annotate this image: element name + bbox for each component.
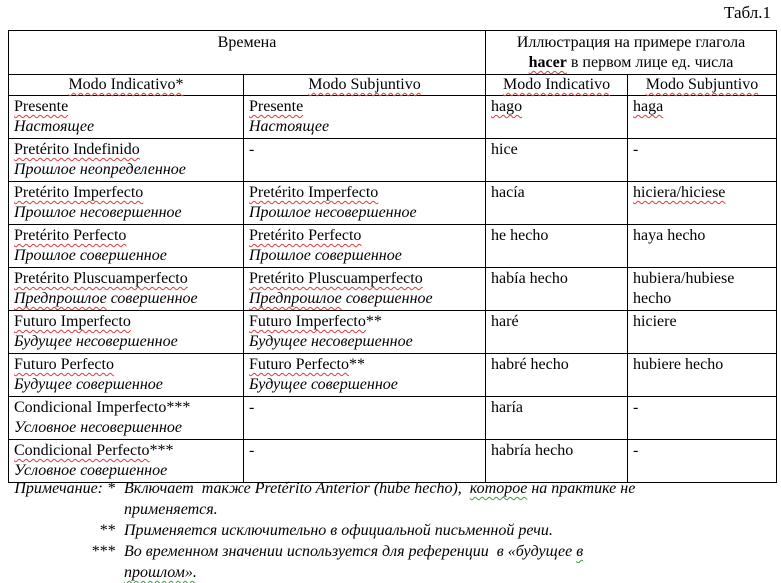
text-segment: Modo Subjuntivo [308, 76, 421, 93]
text-segment: haría [491, 399, 523, 416]
cell-tense-indicativo [9, 225, 244, 268]
table-row [9, 182, 777, 225]
table-row [9, 354, 777, 397]
cell-form-subjuntivo [628, 397, 777, 440]
text-segment: habría hecho [491, 442, 574, 459]
cell-line [14, 246, 238, 266]
cell-tense-subjuntivo [244, 440, 486, 483]
text-segment: Прошлое совершенное [14, 247, 167, 264]
cell-tense-indicativo [9, 268, 244, 311]
cell-form-indicativo [486, 440, 628, 483]
footnote-3-marker: *** [91, 543, 115, 560]
cell-form-subjuntivo [628, 225, 777, 268]
cell-line [491, 441, 622, 461]
cell-line [249, 246, 480, 266]
text-segment: Futuro Imperfecto [14, 313, 131, 330]
cell-line [249, 140, 480, 160]
cell-line [14, 441, 238, 461]
text-segment: hacía [491, 184, 525, 201]
cell-line [14, 312, 238, 332]
cell-form-indicativo [486, 225, 628, 268]
header-illustration-line1 [491, 33, 771, 53]
text-segment: haya hecho [633, 227, 706, 244]
text-segment: на практике не [527, 480, 636, 497]
cell-line [633, 269, 771, 309]
table-caption: Табл.1 [724, 3, 771, 22]
header-group-row [9, 31, 777, 75]
text-segment: Pretérito Perfecto [14, 227, 127, 244]
text-segment: Modo Indicativo [502, 76, 611, 93]
cell-line [491, 269, 622, 289]
text-segment: Pretérito Pluscuamperfecto [14, 270, 188, 287]
cell-line [491, 398, 622, 418]
header-col-modo-subjuntivo-forms [628, 75, 777, 96]
text-segment: Futuro Perfecto [14, 356, 114, 373]
text-segment: Предпрошлое [14, 290, 107, 307]
cell-line [633, 355, 771, 375]
cell-tense-subjuntivo [244, 354, 486, 397]
table-row [9, 440, 777, 483]
cell-form-subjuntivo [628, 354, 777, 397]
footnote-1-text [124, 478, 770, 520]
text-segment: - [633, 141, 639, 158]
cell-form-indicativo [486, 96, 628, 139]
text-segment: Настоящее [14, 118, 95, 135]
table-header [9, 31, 777, 96]
cell-form-subjuntivo [628, 182, 777, 225]
footnote-2-text [124, 520, 770, 541]
text-segment: Условное совершенное [14, 462, 168, 479]
tenses-table [8, 30, 777, 483]
text-segment: he hecho [491, 227, 549, 244]
text-segment: Futuro Perfecto [249, 356, 349, 373]
cell-line [249, 226, 480, 246]
text-segment: Pretérito Indefinido [14, 141, 140, 158]
cell-line [249, 289, 480, 309]
cell-line [249, 332, 480, 352]
text-segment: haré [491, 313, 519, 330]
cell-line [249, 398, 480, 418]
text-segment: Pretérito Imperfecto [249, 184, 379, 201]
cell-form-indicativo [486, 397, 628, 440]
cell-line [14, 183, 238, 203]
text-segment: hubiera/hubiese hecho [633, 270, 735, 307]
cell-line [633, 97, 771, 117]
cell-line [14, 269, 238, 289]
text-segment: - [249, 399, 255, 416]
text-segment: hiciera/hiciese [633, 184, 726, 201]
text-segment: *** [149, 442, 174, 459]
cell-line [14, 117, 238, 137]
text-segment: применяется. [124, 501, 218, 518]
cell-form-subjuntivo [628, 139, 777, 182]
cell-line [14, 332, 238, 352]
text-segment: Condicional Imperfecto*** [14, 399, 191, 416]
table-row [9, 139, 777, 182]
cell-form-indicativo [486, 354, 628, 397]
text-segment: - [633, 399, 639, 416]
text-segment: Будущее несовершенное [249, 333, 413, 350]
text-segment: ** [365, 313, 382, 330]
cell-tense-indicativo [9, 96, 244, 139]
text-segment: Применяется исключительно в официальной письменной речи. [124, 522, 553, 539]
table-body [9, 96, 777, 483]
text-segment: Condicional Perfecto [14, 442, 150, 459]
cell-form-subjuntivo [628, 96, 777, 139]
cell-line [249, 183, 480, 203]
cell-line [14, 226, 238, 246]
text-segment: Прошлое неопределенное [14, 161, 186, 178]
footnote-1-marker: Примечание: * [14, 480, 115, 497]
footnote-3-text [124, 541, 770, 583]
cell-form-subjuntivo [628, 311, 777, 354]
cell-tense-subjuntivo [244, 397, 486, 440]
text-segment: Предпрошлое [249, 290, 342, 307]
cell-tense-subjuntivo [244, 311, 486, 354]
text-segment: - [633, 442, 639, 459]
table-row [9, 397, 777, 440]
footnote-2 [10, 520, 770, 541]
footnote-line [124, 478, 770, 499]
cell-line [14, 140, 238, 160]
text-segment: Во временном значении используется для референции в «будущее [124, 543, 577, 560]
table-row [9, 96, 777, 139]
text-segment: Прошлое совершенное [249, 247, 402, 264]
cell-tense-indicativo [9, 440, 244, 483]
table-row [9, 311, 777, 354]
cell-line [491, 183, 622, 203]
text-segment: Modo Indicativo* [68, 76, 184, 93]
footnote-line [124, 541, 770, 562]
text-segment: совершенное [341, 290, 433, 307]
footnote-1 [10, 478, 770, 520]
cell-line [633, 312, 771, 332]
cell-line [249, 117, 480, 137]
header-col-modo-indicativo-tenses [9, 75, 244, 96]
text-segment: Будущее совершенное [249, 376, 398, 393]
cell-line [14, 203, 238, 223]
text-segment: Прошлое несовершенное [249, 204, 417, 221]
cell-tense-indicativo [9, 397, 244, 440]
cell-line [249, 269, 480, 289]
cell-line [249, 441, 480, 461]
text-segment: Pretérito Imperfecto [14, 184, 144, 201]
cell-tense-subjuntivo [244, 268, 486, 311]
text-segment: Pretérito Pluscuamperfecto [249, 270, 423, 287]
cell-line [14, 160, 238, 180]
cell-tense-indicativo [9, 311, 244, 354]
footnote-line [124, 562, 770, 583]
text-segment: Futuro Imperfecto [249, 313, 366, 330]
cell-tense-indicativo [9, 354, 244, 397]
footnote-line [124, 520, 770, 541]
cell-form-subjuntivo [628, 268, 777, 311]
text-segment: Условное несовершенное [14, 419, 183, 436]
text-segment: había hecho [491, 270, 568, 287]
cell-tense-subjuntivo [244, 225, 486, 268]
cell-line [491, 355, 622, 375]
text-segment: - [249, 141, 255, 158]
text-segment: hacer [528, 54, 567, 71]
text-segment: - [249, 442, 255, 459]
footnote-line [124, 499, 770, 520]
text-segment: hiciere [633, 313, 677, 330]
text-segment: Прошлое несовершенное [14, 204, 182, 221]
cell-tense-indicativo [9, 182, 244, 225]
header-illustration-line2 [491, 53, 771, 73]
cell-line [491, 312, 622, 332]
footnote-3 [10, 541, 770, 583]
table-row [9, 268, 777, 311]
footnotes [10, 478, 770, 583]
text-segment: Иллюстрация на примере глагола [516, 34, 746, 51]
cell-line [491, 226, 622, 246]
text-segment: которое [469, 480, 528, 497]
text-segment: в первом лице ед. числа [566, 54, 734, 71]
cell-form-indicativo [486, 182, 628, 225]
text-segment: hubiere hecho [633, 356, 724, 373]
text-segment: Presente [14, 98, 69, 115]
text-segment: Presente [249, 98, 304, 115]
cell-line [633, 183, 771, 203]
table-row [9, 225, 777, 268]
cell-line [249, 203, 480, 223]
cell-tense-subjuntivo [244, 182, 486, 225]
header-group-illustration [486, 31, 777, 75]
cell-line [633, 140, 771, 160]
cell-form-indicativo [486, 139, 628, 182]
cell-line [249, 355, 480, 375]
footnote-2-marker: ** [99, 522, 115, 539]
text-segment: hice [491, 141, 518, 158]
text-segment: прошлом». [124, 564, 197, 581]
text-segment: Pretérito Perfecto [249, 227, 362, 244]
cell-form-indicativo [486, 268, 628, 311]
cell-line [14, 97, 238, 117]
cell-line [14, 375, 238, 395]
text-segment: Будущее несовершенное [14, 333, 178, 350]
cell-line [249, 312, 480, 332]
text-segment: совершенное [106, 290, 198, 307]
text-segment: ** [348, 356, 365, 373]
cell-form-indicativo [486, 311, 628, 354]
cell-line [491, 97, 622, 117]
cell-line [491, 140, 622, 160]
cell-form-subjuntivo [628, 440, 777, 483]
cell-tense-indicativo [9, 139, 244, 182]
header-col-modo-subjuntivo-tenses [244, 75, 486, 96]
header-columns-row [9, 75, 777, 96]
text-segment: hago [491, 98, 523, 115]
header-group-tenses [9, 31, 486, 75]
cell-line [633, 226, 771, 246]
cell-tense-subjuntivo [244, 96, 486, 139]
text-segment: Будущее совершенное [14, 376, 163, 393]
cell-line [14, 355, 238, 375]
header-group-tenses-label: Времена [217, 34, 277, 51]
cell-line [633, 398, 771, 418]
cell-line [14, 289, 238, 309]
cell-line [249, 375, 480, 395]
text-segment: Включает также Pretérito Anterior (hube hecho), [124, 480, 470, 497]
header-col-modo-indicativo-forms [486, 75, 628, 96]
cell-line [249, 97, 480, 117]
text-segment: в [576, 543, 584, 560]
text-segment: haga [633, 98, 664, 115]
text-segment: Настоящее [249, 118, 330, 135]
cell-tense-subjuntivo [244, 139, 486, 182]
cell-line [14, 418, 238, 438]
cell-line [633, 441, 771, 461]
text-segment: habré hecho [491, 356, 569, 373]
cell-line [14, 398, 238, 418]
text-segment: Modo Subjuntivo [645, 76, 759, 93]
